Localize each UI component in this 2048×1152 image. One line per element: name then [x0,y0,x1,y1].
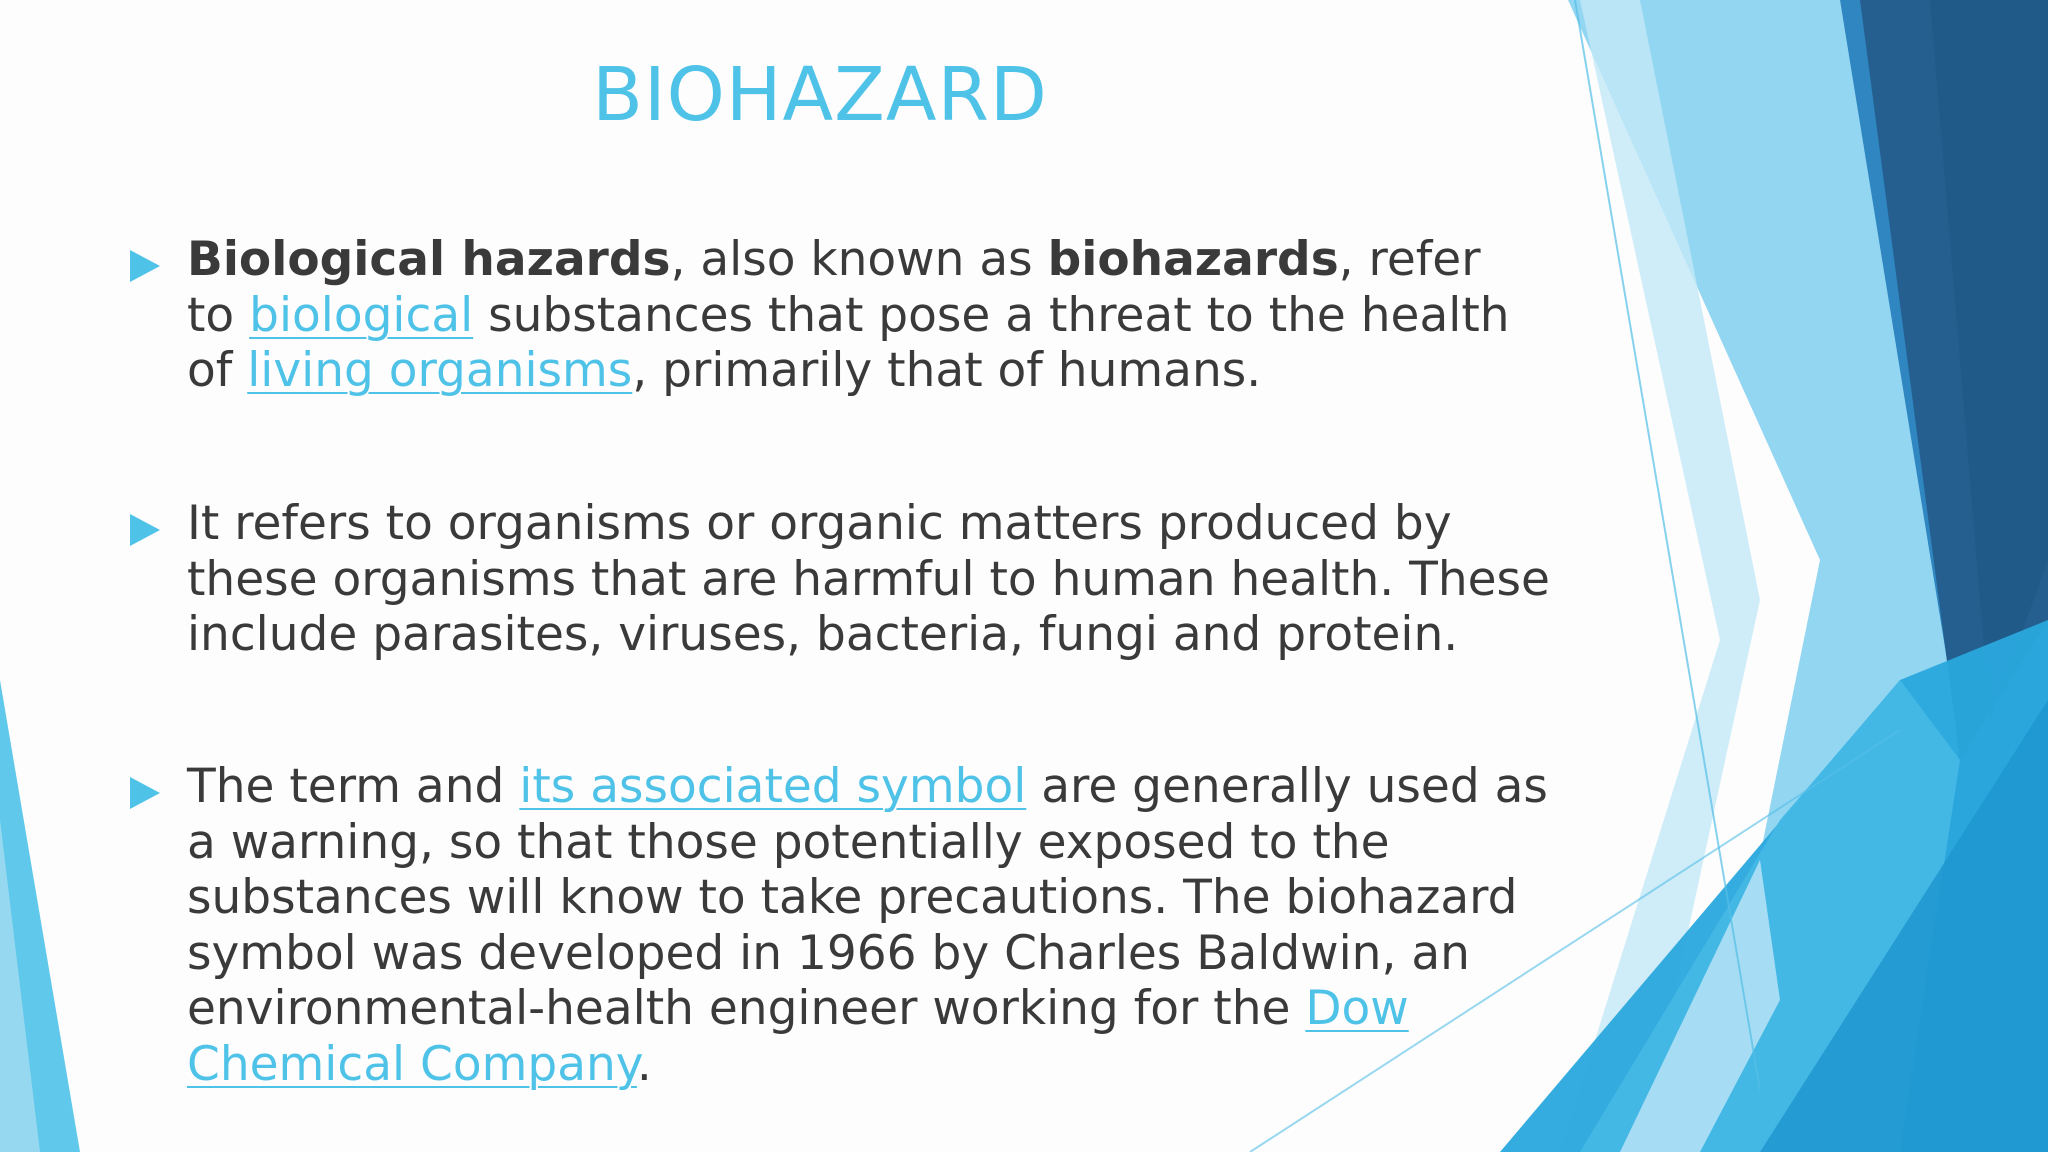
text-run: environmental-health engineer working for the [187,981,1306,1036]
hyperlink[interactable]: Chemical Company [187,1036,637,1092]
bullet-text [187,496,1687,663]
text-run: The term and [187,759,520,814]
text-run: substances will know to take precautions. The biohazard [187,870,1518,925]
hyperlink[interactable]: living organisms [247,343,633,398]
text-run: , primarily that of humans. [632,343,1262,398]
text-run: symbol was developed in 1966 by Charles Baldwin, an [187,925,1470,981]
text-run: are generally used as [1026,759,1548,814]
text-run: these organisms that are harmful to human health. These [187,551,1550,607]
text-run: , refer [1338,232,1481,287]
text-run: It refers to organisms or organic matters produced by [187,496,1452,551]
hyperlink[interactable]: its associated symbol [519,759,1027,814]
text-run: include parasites, viruses, bacteria, fungi and protein. [187,607,1459,662]
hyperlink[interactable]: Dow [1305,981,1409,1036]
bullet-text [187,759,1687,1092]
hyperlink[interactable]: biological [249,287,474,343]
text-run: a warning, so that those potentially exposed to the [187,814,1390,870]
triangle-right-icon [130,250,160,282]
text-run: substances that pose a threat to the health [473,287,1510,343]
text-run: . [636,1036,652,1092]
bold-term: biohazards [1047,232,1339,287]
slide-title: BIOHAZARD [592,52,1048,138]
text-run: of [187,343,248,398]
triangle-right-icon [130,514,160,546]
text-run: to [187,287,250,343]
bullet-text [187,232,1687,399]
bold-term: Biological hazards [187,232,671,287]
text-run: , also known as [670,232,1048,287]
triangle-right-icon [130,777,160,809]
